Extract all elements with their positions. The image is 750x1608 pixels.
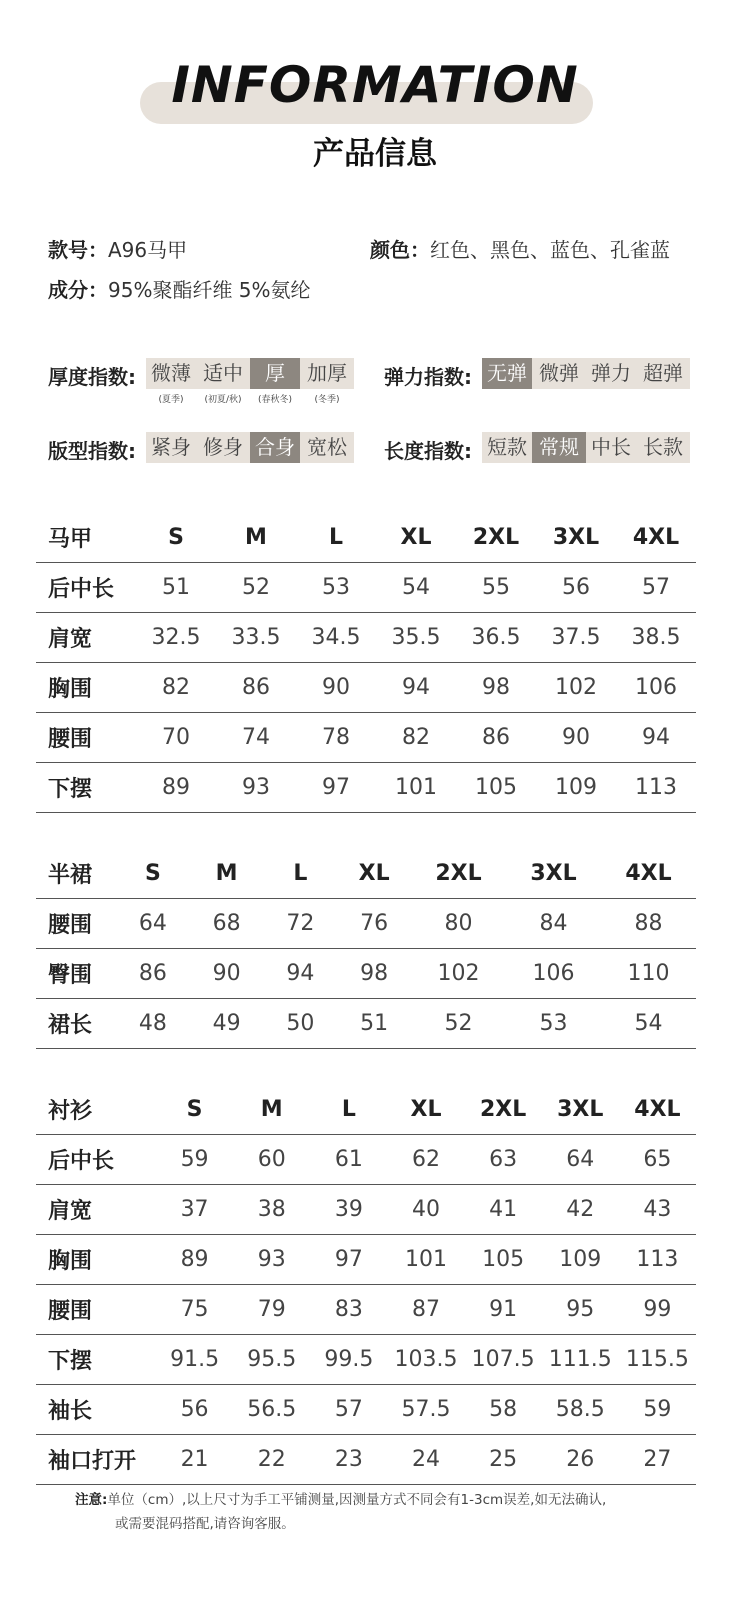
material-value: 95%聚酯纤维 5%氨纶 (108, 278, 311, 302)
row-label: 腰围 (36, 713, 136, 763)
table-cell: 106 (506, 949, 601, 999)
table-cell: 38.5 (616, 613, 696, 663)
table-row (36, 663, 696, 713)
thickness-season-4: (冬季) (314, 395, 340, 405)
table-cell: 49 (190, 999, 264, 1049)
table-cell: 115.5 (619, 1335, 696, 1385)
row-label: 下摆 (36, 1335, 156, 1385)
table-row (36, 999, 696, 1049)
table-cell: 109 (536, 763, 616, 813)
table-cell: 101 (387, 1235, 464, 1285)
table-cell: 24 (387, 1435, 464, 1485)
table-cell: 54 (376, 563, 456, 613)
color-label: 颜色： (370, 238, 430, 262)
style-number-value: A96马甲 (108, 238, 188, 262)
shirt-size-table (36, 1085, 696, 1485)
table-cell: 40 (387, 1185, 464, 1235)
table-cell: 61 (310, 1135, 387, 1185)
table-cell: 97 (296, 763, 376, 813)
skirt-header-row (36, 849, 696, 899)
table-cell: 93 (216, 763, 296, 813)
table-cell: 37 (156, 1185, 233, 1235)
table-cell: 55 (456, 563, 536, 613)
table-cell: 110 (601, 949, 696, 999)
table-cell: 37.5 (536, 613, 616, 663)
table-cell: 56 (536, 563, 616, 613)
table-cell: 89 (136, 763, 216, 813)
row-label: 肩宽 (36, 1185, 156, 1235)
fit-option-4: 宽松 (300, 432, 354, 463)
table-cell: 80 (411, 899, 506, 949)
thickness-index-label: 厚度指数: (48, 365, 136, 389)
table-cell: 113 (616, 763, 696, 813)
length-index-label: 长度指数: (384, 439, 472, 463)
table-cell: 70 (136, 713, 216, 763)
table-row (36, 763, 696, 813)
row-label: 胸围 (36, 1235, 156, 1285)
table-cell: 74 (216, 713, 296, 763)
row-label: 裙长 (36, 999, 116, 1049)
table-cell: 53 (506, 999, 601, 1049)
thickness-seasons (146, 392, 354, 405)
table-cell: 83 (310, 1285, 387, 1335)
row-label: 下摆 (36, 763, 136, 813)
row-label: 后中长 (36, 563, 136, 613)
table-cell: 60 (233, 1135, 310, 1185)
size-header: XL (387, 1085, 464, 1135)
table-cell: 107.5 (465, 1335, 542, 1385)
vest-table-title: 马甲 (36, 513, 136, 563)
table-cell: 51 (337, 999, 411, 1049)
measurement-note (75, 1488, 715, 1536)
table-cell: 113 (619, 1235, 696, 1285)
table-cell: 94 (376, 663, 456, 713)
elasticity-option-4: 超弹 (636, 358, 690, 389)
table-cell: 86 (216, 663, 296, 713)
length-option-4: 长款 (636, 432, 690, 463)
fit-option-1: 紧身 (146, 432, 196, 463)
table-cell: 102 (411, 949, 506, 999)
size-header: XL (337, 849, 411, 899)
table-cell: 42 (542, 1185, 619, 1235)
page-title-en: INFORMATION (171, 56, 579, 114)
table-cell: 53 (296, 563, 376, 613)
table-cell: 111.5 (542, 1335, 619, 1385)
row-label: 腰围 (36, 899, 116, 949)
size-header: L (296, 513, 376, 563)
table-row (36, 1235, 696, 1285)
elasticity-option-1: 无弹 (482, 358, 532, 389)
table-cell: 25 (465, 1435, 542, 1485)
table-cell: 103.5 (387, 1335, 464, 1385)
size-header: 3XL (506, 849, 601, 899)
table-cell: 22 (233, 1435, 310, 1485)
thickness-option-4: 加厚 (300, 358, 354, 389)
thickness-option-1: 微薄 (146, 358, 196, 389)
skirt-table-title: 半裙 (36, 849, 116, 899)
table-row (36, 563, 696, 613)
table-cell: 63 (465, 1135, 542, 1185)
size-header: M (216, 513, 296, 563)
table-cell: 33.5 (216, 613, 296, 663)
length-options (482, 432, 690, 463)
table-cell: 39 (310, 1185, 387, 1235)
size-header: 4XL (619, 1085, 696, 1135)
table-cell: 79 (233, 1285, 310, 1335)
shirt-table-title: 衬衫 (36, 1085, 156, 1135)
table-cell: 98 (337, 949, 411, 999)
table-cell: 43 (619, 1185, 696, 1235)
length-option-1: 短款 (482, 432, 532, 463)
table-cell: 102 (536, 663, 616, 713)
material-label: 成分： (48, 278, 108, 302)
table-cell: 59 (156, 1135, 233, 1185)
table-cell: 41 (465, 1185, 542, 1235)
color-info (370, 234, 670, 263)
table-cell: 62 (387, 1135, 464, 1185)
table-cell: 76 (337, 899, 411, 949)
table-cell: 78 (296, 713, 376, 763)
table-cell: 99.5 (310, 1335, 387, 1385)
table-cell: 58.5 (542, 1385, 619, 1435)
table-cell: 21 (156, 1435, 233, 1485)
thickness-option-3: 厚 (250, 358, 300, 389)
size-header: 3XL (536, 513, 616, 563)
table-cell: 106 (616, 663, 696, 713)
table-cell: 65 (619, 1135, 696, 1185)
page-title-cn: 产品信息 (313, 136, 437, 172)
table-cell: 56 (156, 1385, 233, 1435)
fit-option-3: 合身 (250, 432, 300, 463)
length-option-2: 常规 (532, 432, 586, 463)
size-header: L (310, 1085, 387, 1135)
size-header: 3XL (542, 1085, 619, 1135)
table-cell: 98 (456, 663, 536, 713)
elasticity-options (482, 358, 690, 389)
size-header: 2XL (456, 513, 536, 563)
fit-options (146, 432, 354, 463)
size-header: M (190, 849, 264, 899)
table-cell: 32.5 (136, 613, 216, 663)
elasticity-index-label: 弹力指数: (384, 365, 472, 389)
vest-header-row (36, 513, 696, 563)
table-cell: 90 (190, 949, 264, 999)
table-cell: 93 (233, 1235, 310, 1285)
size-header: XL (376, 513, 456, 563)
table-cell: 84 (506, 899, 601, 949)
table-cell: 23 (310, 1435, 387, 1485)
size-header: S (156, 1085, 233, 1135)
table-row (36, 899, 696, 949)
table-cell: 87 (387, 1285, 464, 1335)
table-cell: 88 (601, 899, 696, 949)
table-cell: 101 (376, 763, 456, 813)
table-cell: 68 (190, 899, 264, 949)
table-cell: 75 (156, 1285, 233, 1335)
size-header: L (264, 849, 338, 899)
note-line-2: 或需要混码搭配,请咨询客服。 (115, 1516, 295, 1532)
table-cell: 72 (264, 899, 338, 949)
size-header: 4XL (601, 849, 696, 899)
table-cell: 91.5 (156, 1335, 233, 1385)
table-cell: 59 (619, 1385, 696, 1435)
elasticity-option-3: 弹力 (586, 358, 636, 389)
style-number (48, 234, 187, 263)
row-label: 后中长 (36, 1135, 156, 1185)
row-label: 肩宽 (36, 613, 136, 663)
table-cell: 86 (456, 713, 536, 763)
table-row (36, 949, 696, 999)
table-cell: 91 (465, 1285, 542, 1335)
table-cell: 109 (542, 1235, 619, 1285)
row-label: 袖长 (36, 1385, 156, 1435)
row-label: 臀围 (36, 949, 116, 999)
size-header: 2XL (465, 1085, 542, 1135)
size-header: S (116, 849, 190, 899)
color-value: 红色、黑色、蓝色、孔雀蓝 (430, 238, 670, 262)
table-cell: 90 (536, 713, 616, 763)
thickness-season-2: (初夏/秋) (204, 395, 242, 405)
thickness-option-2: 适中 (196, 358, 250, 389)
note-label: 注意: (75, 1492, 108, 1508)
table-cell: 94 (616, 713, 696, 763)
table-row (36, 613, 696, 663)
table-cell: 48 (116, 999, 190, 1049)
row-label: 腰围 (36, 1285, 156, 1335)
table-cell: 38 (233, 1185, 310, 1235)
thickness-season-3: (春秋冬) (257, 395, 293, 405)
size-header: 4XL (616, 513, 696, 563)
size-header: S (136, 513, 216, 563)
table-cell: 105 (456, 763, 536, 813)
table-cell: 82 (376, 713, 456, 763)
table-cell: 52 (411, 999, 506, 1049)
table-row (36, 1385, 696, 1435)
table-cell: 36.5 (456, 613, 536, 663)
table-cell: 57.5 (387, 1385, 464, 1435)
table-cell: 27 (619, 1435, 696, 1485)
table-cell: 26 (542, 1435, 619, 1485)
table-cell: 105 (465, 1235, 542, 1285)
table-cell: 54 (601, 999, 696, 1049)
table-cell: 52 (216, 563, 296, 613)
table-cell: 82 (136, 663, 216, 713)
table-row (36, 1185, 696, 1235)
fit-option-2: 修身 (196, 432, 250, 463)
row-label: 袖口打开 (36, 1435, 156, 1485)
table-cell: 57 (616, 563, 696, 613)
fit-index-label: 版型指数: (48, 439, 136, 463)
size-header: M (233, 1085, 310, 1135)
length-option-3: 中长 (586, 432, 636, 463)
material-info (48, 274, 311, 303)
table-cell: 90 (296, 663, 376, 713)
size-header: 2XL (411, 849, 506, 899)
table-cell: 94 (264, 949, 338, 999)
table-cell: 99 (619, 1285, 696, 1335)
shirt-header-row (36, 1085, 696, 1135)
table-cell: 86 (116, 949, 190, 999)
table-row (36, 713, 696, 763)
table-cell: 64 (116, 899, 190, 949)
table-cell: 51 (136, 563, 216, 613)
table-cell: 95.5 (233, 1335, 310, 1385)
note-line-1: 单位（cm）,以上尺寸为手工平铺测量,因测量方式不同会有1-3cm误差,如无法确认, (107, 1492, 607, 1508)
table-cell: 57 (310, 1385, 387, 1435)
table-row (36, 1335, 696, 1385)
table-cell: 58 (465, 1385, 542, 1435)
table-cell: 35.5 (376, 613, 456, 663)
table-row (36, 1435, 696, 1485)
table-cell: 56.5 (233, 1385, 310, 1435)
table-row (36, 1135, 696, 1185)
skirt-size-table (36, 849, 696, 1049)
row-label: 胸围 (36, 663, 136, 713)
vest-size-table (36, 513, 696, 813)
table-cell: 64 (542, 1135, 619, 1185)
table-cell: 95 (542, 1285, 619, 1335)
table-row (36, 1285, 696, 1335)
elasticity-option-2: 微弹 (532, 358, 586, 389)
thickness-options (146, 358, 354, 389)
table-cell: 89 (156, 1235, 233, 1285)
table-cell: 50 (264, 999, 338, 1049)
style-number-label: 款号： (48, 238, 108, 262)
thickness-season-1: (夏季) (158, 395, 184, 405)
table-cell: 34.5 (296, 613, 376, 663)
table-cell: 97 (310, 1235, 387, 1285)
